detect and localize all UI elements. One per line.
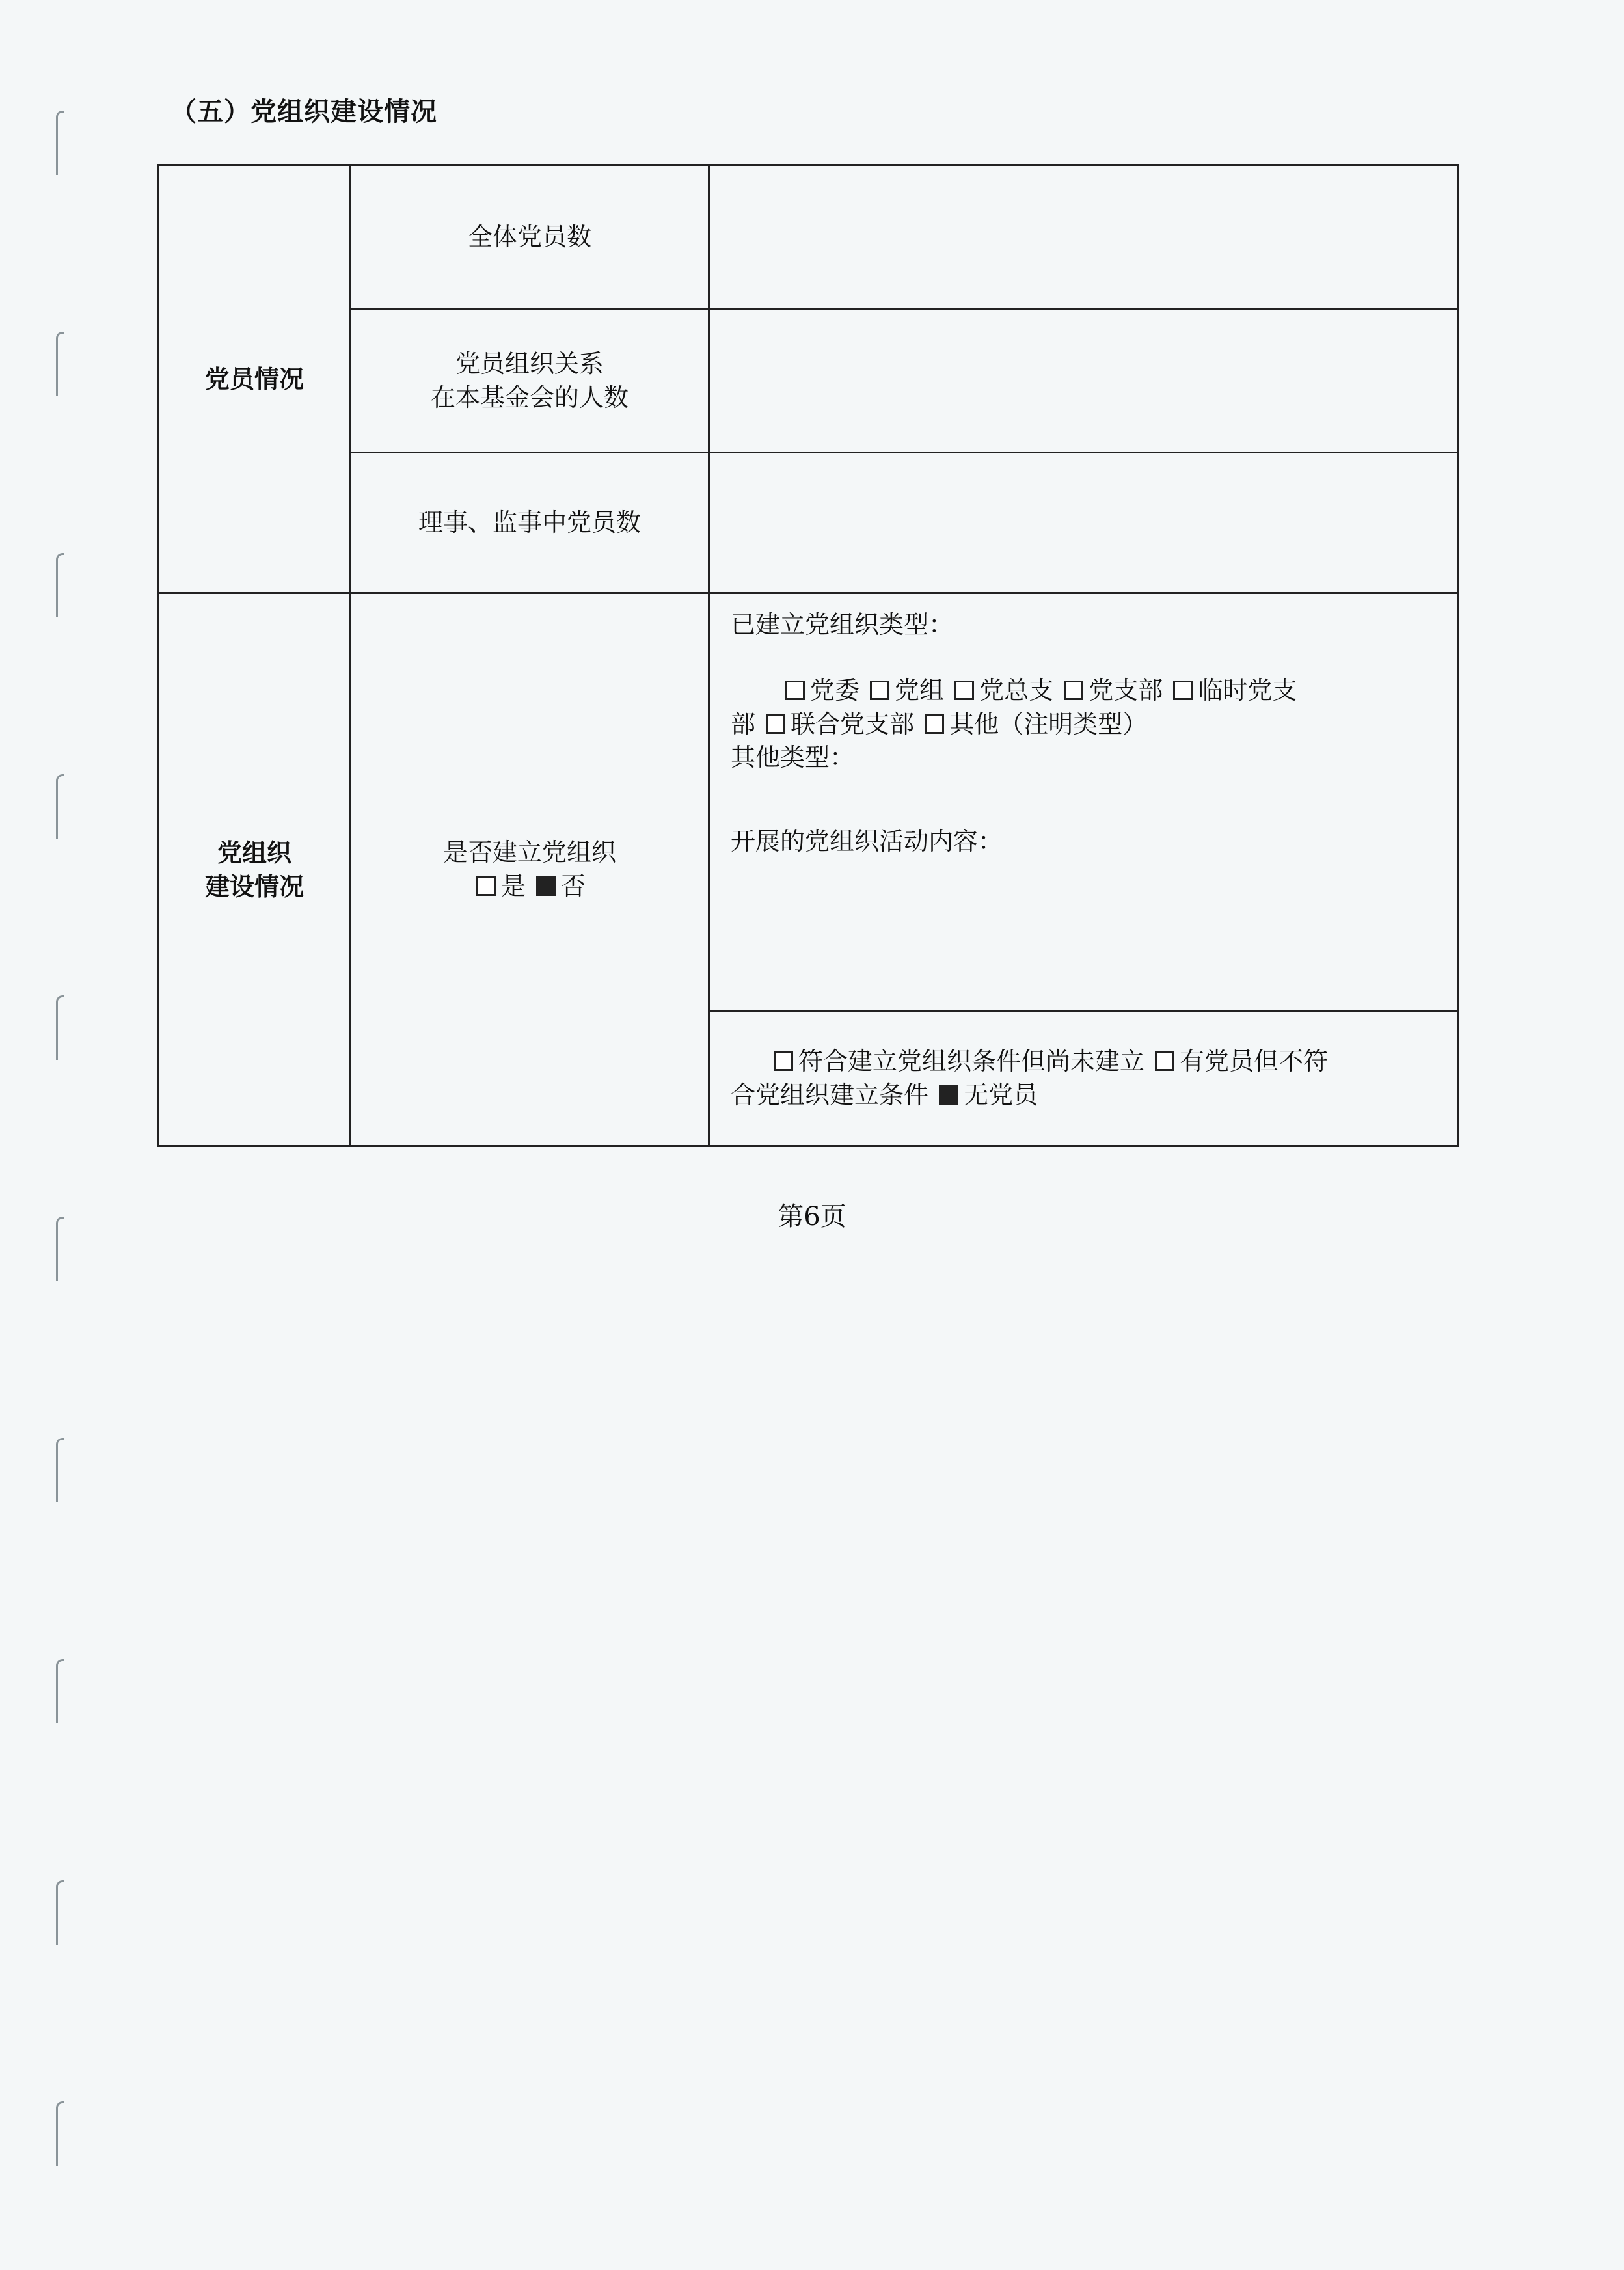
checkbox-no[interactable]	[536, 876, 556, 896]
party-org-category	[159, 593, 351, 1146]
cond-members-not-eligible-b: 合党组织建立条件	[731, 1080, 929, 1109]
directors-members-label-cell	[351, 453, 709, 593]
binding-hole-mark	[56, 1880, 64, 1945]
category-label-line-2: 建设情况	[204, 871, 304, 901]
binding-hole-mark	[56, 1438, 64, 1502]
established-options	[351, 870, 708, 903]
total-members-label: 全体党员数	[467, 222, 591, 251]
org-types-cell	[709, 593, 1459, 1011]
type-branch: 党支部	[1089, 676, 1163, 705]
org-relation-label-cell	[351, 310, 709, 453]
org-types-options-cont	[731, 708, 1438, 741]
party-building-table	[157, 164, 1459, 1147]
type-temporary-branch-wrap: 部	[731, 709, 756, 738]
org-relation-label-line-2: 在本基金会的人数	[430, 383, 629, 412]
established-question-cell	[351, 593, 709, 1146]
binding-hole-mark	[56, 332, 64, 396]
type-party-committee: 党委	[810, 676, 860, 705]
type-joint-branch: 联合党支部	[791, 709, 915, 738]
org-relation-value-cell[interactable]	[709, 310, 1459, 453]
table-row	[159, 165, 1459, 310]
directors-members-label: 理事、监事中党员数	[418, 507, 641, 537]
checkbox-branch[interactable]	[1064, 681, 1083, 700]
binding-hole-mark	[56, 995, 64, 1060]
no-org-conditions-cell	[709, 1011, 1459, 1146]
binding-hole-mark	[56, 2101, 64, 2166]
table-row	[159, 593, 1459, 1011]
type-general-branch: 党总支	[979, 676, 1054, 705]
section-title: （五）党组织建设情况	[170, 96, 437, 127]
checkbox-general-branch[interactable]	[954, 681, 974, 700]
cond-members-not-eligible-a: 有党员但不符	[1180, 1047, 1329, 1076]
checkbox-eligible-not-established[interactable]	[774, 1051, 793, 1071]
conditions-line-2	[731, 1079, 1438, 1112]
type-temporary-branch: 临时党支	[1198, 676, 1297, 705]
checkbox-members-not-eligible[interactable]	[1155, 1051, 1174, 1071]
other-types-label: 其他类型：	[731, 742, 855, 772]
checkbox-temporary-branch[interactable]	[1173, 681, 1193, 700]
checkbox-joint-branch[interactable]	[766, 714, 785, 734]
org-types-label: 已建立党组织类型：	[731, 610, 954, 639]
type-other: 其他（注明类型）	[949, 709, 1148, 738]
table-row	[159, 310, 1459, 453]
checkbox-party-group[interactable]	[870, 681, 889, 700]
directors-members-value-cell[interactable]	[709, 453, 1459, 593]
binding-hole-mark	[56, 111, 64, 175]
org-types-options	[731, 674, 1438, 707]
checkbox-no-members[interactable]	[939, 1085, 958, 1105]
activities-label: 开展的党组织活动内容：	[731, 827, 1003, 856]
binding-hole-mark	[56, 553, 64, 617]
cond-no-members: 无党员	[964, 1080, 1038, 1109]
category-label: 党员情况	[204, 364, 304, 394]
option-yes-label: 是	[500, 871, 526, 900]
conditions-line-1	[731, 1045, 1438, 1078]
cond-eligible-not-established: 符合建立党组织条件但尚未建立	[798, 1047, 1145, 1076]
total-members-label-cell	[351, 165, 709, 310]
party-members-category	[159, 165, 351, 593]
category-label-line-1: 党组织	[217, 838, 291, 868]
type-party-group: 党组	[895, 676, 945, 705]
org-relation-label-line-1: 党员组织关系	[455, 349, 604, 379]
total-members-value-cell[interactable]	[709, 165, 1459, 310]
binding-hole-mark	[56, 774, 64, 839]
binding-hole-mark	[56, 1659, 64, 1723]
checkbox-yes[interactable]	[476, 876, 496, 896]
checkbox-party-committee[interactable]	[785, 681, 805, 700]
page-number: 第6页	[778, 1202, 846, 1232]
option-no-label: 否	[561, 871, 586, 900]
checkbox-other[interactable]	[925, 714, 944, 734]
table-row	[159, 453, 1459, 593]
established-question: 是否建立党组织	[442, 838, 616, 867]
